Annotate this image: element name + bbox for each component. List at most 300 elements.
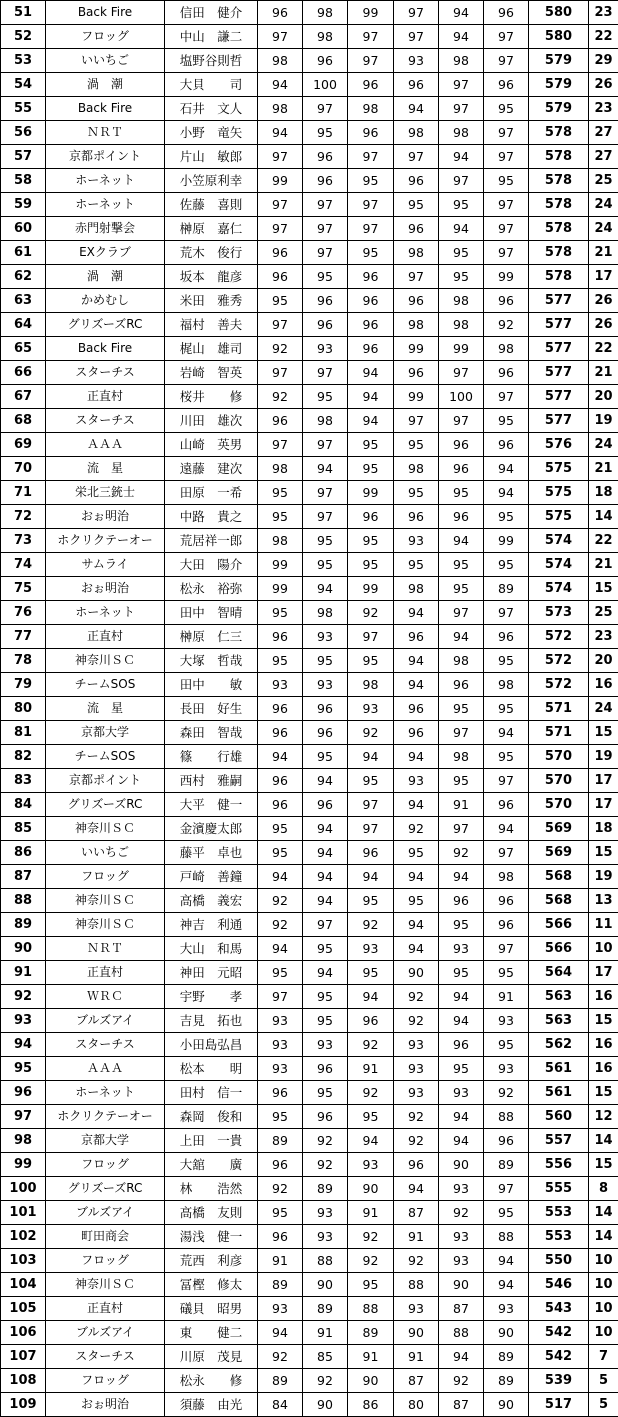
series-6-score-cell: 99	[484, 529, 529, 553]
series-1-score-cell: 92	[258, 385, 303, 409]
series-6-score-cell: 89	[484, 1369, 529, 1393]
series-4-score-cell: 93	[394, 49, 439, 73]
total-cell: 577	[529, 289, 589, 313]
name-cell: 佐藤 喜則	[165, 193, 258, 217]
rank-cell: 78	[1, 649, 46, 673]
table-row	[1, 1201, 618, 1225]
series-1-score-cell: 97	[258, 217, 303, 241]
series-5-score-cell: 87	[439, 1393, 484, 1417]
series-4-score-cell: 98	[394, 313, 439, 337]
series-6-score-cell: 98	[484, 673, 529, 697]
series-1-score-cell: 96	[258, 625, 303, 649]
series-3-score-cell: 95	[348, 529, 394, 553]
series-6-score-cell: 90	[484, 1321, 529, 1345]
rank-cell: 80	[1, 697, 46, 721]
series-6-score-cell: 91	[484, 985, 529, 1009]
table-row	[1, 793, 618, 817]
rank-cell: 85	[1, 817, 46, 841]
series-4-score-cell: 96	[394, 697, 439, 721]
series-2-score-cell: 98	[303, 25, 348, 49]
name-cell: 西村 雅嗣	[165, 769, 258, 793]
name-cell: 松本 明	[165, 1057, 258, 1081]
series-3-score-cell: 92	[348, 1225, 394, 1249]
club-cell: サムライ	[46, 553, 165, 577]
club-cell: 京都大学	[46, 1129, 165, 1153]
name-cell: 田中 智晴	[165, 601, 258, 625]
x-count-cell: 7	[589, 1345, 618, 1369]
series-1-score-cell: 94	[258, 745, 303, 769]
series-4-score-cell: 94	[394, 865, 439, 889]
table-row	[1, 49, 618, 73]
series-6-score-cell: 97	[484, 841, 529, 865]
series-6-score-cell: 95	[484, 697, 529, 721]
club-cell: 赤門射撃会	[46, 217, 165, 241]
series-5-score-cell: 96	[439, 1033, 484, 1057]
club-cell: ホーネット	[46, 601, 165, 625]
series-3-score-cell: 97	[348, 625, 394, 649]
rank-cell: 75	[1, 577, 46, 601]
x-count-cell: 23	[589, 97, 618, 121]
series-5-score-cell: 98	[439, 289, 484, 313]
total-cell: 577	[529, 409, 589, 433]
series-1-score-cell: 97	[258, 985, 303, 1009]
name-cell: 坂本 龍彦	[165, 265, 258, 289]
club-cell: ホクリクテーオー	[46, 529, 165, 553]
table-row	[1, 769, 618, 793]
series-5-score-cell: 93	[439, 1177, 484, 1201]
rank-cell: 107	[1, 1345, 46, 1369]
series-4-score-cell: 97	[394, 145, 439, 169]
series-1-score-cell: 94	[258, 937, 303, 961]
series-2-score-cell: 95	[303, 385, 348, 409]
series-6-score-cell: 96	[484, 913, 529, 937]
club-cell: ホーネット	[46, 193, 165, 217]
series-4-score-cell: 95	[394, 889, 439, 913]
x-count-cell: 18	[589, 481, 618, 505]
series-3-score-cell: 97	[348, 145, 394, 169]
total-cell: 570	[529, 745, 589, 769]
name-cell: 須藤 由光	[165, 1393, 258, 1417]
series-2-score-cell: 96	[303, 289, 348, 313]
series-4-score-cell: 94	[394, 97, 439, 121]
table-row	[1, 361, 618, 385]
x-count-cell: 21	[589, 457, 618, 481]
rank-cell: 89	[1, 913, 46, 937]
series-4-score-cell: 94	[394, 937, 439, 961]
rank-cell: 60	[1, 217, 46, 241]
series-1-score-cell: 95	[258, 505, 303, 529]
series-1-score-cell: 94	[258, 865, 303, 889]
total-cell: 578	[529, 265, 589, 289]
name-cell: 金濱慶太郎	[165, 817, 258, 841]
series-4-score-cell: 98	[394, 121, 439, 145]
series-6-score-cell: 88	[484, 1225, 529, 1249]
series-1-score-cell: 96	[258, 1153, 303, 1177]
series-4-score-cell: 92	[394, 817, 439, 841]
series-5-score-cell: 94	[439, 1129, 484, 1153]
x-count-cell: 14	[589, 505, 618, 529]
total-cell: 568	[529, 865, 589, 889]
series-4-score-cell: 94	[394, 745, 439, 769]
total-cell: 574	[529, 553, 589, 577]
table-row	[1, 529, 618, 553]
rank-cell: 103	[1, 1249, 46, 1273]
series-3-score-cell: 98	[348, 97, 394, 121]
total-cell: 566	[529, 937, 589, 961]
table-row	[1, 1, 618, 25]
series-2-score-cell: 96	[303, 1057, 348, 1081]
series-4-score-cell: 94	[394, 601, 439, 625]
total-cell: 577	[529, 385, 589, 409]
series-4-score-cell: 97	[394, 409, 439, 433]
table-row	[1, 889, 618, 913]
series-1-score-cell: 96	[258, 721, 303, 745]
series-6-score-cell: 97	[484, 769, 529, 793]
rank-cell: 52	[1, 25, 46, 49]
series-5-score-cell: 94	[439, 625, 484, 649]
series-2-score-cell: 97	[303, 913, 348, 937]
club-cell: フロッグ	[46, 1369, 165, 1393]
series-5-score-cell: 93	[439, 1225, 484, 1249]
series-6-score-cell: 92	[484, 1081, 529, 1105]
rank-cell: 104	[1, 1273, 46, 1297]
total-cell: 572	[529, 649, 589, 673]
series-5-score-cell: 95	[439, 1057, 484, 1081]
total-cell: 571	[529, 697, 589, 721]
rank-cell: 73	[1, 529, 46, 553]
series-3-score-cell: 96	[348, 121, 394, 145]
series-3-score-cell: 95	[348, 769, 394, 793]
rank-cell: 67	[1, 385, 46, 409]
total-cell: 517	[529, 1393, 589, 1417]
series-5-score-cell: 95	[439, 961, 484, 985]
x-count-cell: 27	[589, 145, 618, 169]
club-cell: ホクリクテーオー	[46, 1105, 165, 1129]
series-2-score-cell: 92	[303, 1369, 348, 1393]
rank-cell: 105	[1, 1297, 46, 1321]
table-row	[1, 937, 618, 961]
series-3-score-cell: 94	[348, 409, 394, 433]
table-row	[1, 337, 618, 361]
table-row	[1, 481, 618, 505]
series-1-score-cell: 98	[258, 457, 303, 481]
series-5-score-cell: 99	[439, 337, 484, 361]
rank-cell: 58	[1, 169, 46, 193]
series-4-score-cell: 93	[394, 769, 439, 793]
series-5-score-cell: 96	[439, 433, 484, 457]
series-3-score-cell: 96	[348, 73, 394, 97]
club-cell: 正直村	[46, 625, 165, 649]
name-cell: 高橋 友則	[165, 1201, 258, 1225]
series-2-score-cell: 95	[303, 1081, 348, 1105]
series-2-score-cell: 95	[303, 529, 348, 553]
total-cell: 569	[529, 841, 589, 865]
series-4-score-cell: 87	[394, 1369, 439, 1393]
name-cell: 大塚 哲哉	[165, 649, 258, 673]
x-count-cell: 22	[589, 25, 618, 49]
name-cell: 山崎 英男	[165, 433, 258, 457]
series-1-score-cell: 93	[258, 673, 303, 697]
rank-cell: 71	[1, 481, 46, 505]
rank-cell: 91	[1, 961, 46, 985]
series-2-score-cell: 94	[303, 841, 348, 865]
name-cell: 戸崎 善鐘	[165, 865, 258, 889]
table-row	[1, 505, 618, 529]
x-count-cell: 21	[589, 241, 618, 265]
series-4-score-cell: 99	[394, 385, 439, 409]
series-2-score-cell: 97	[303, 361, 348, 385]
total-cell: 561	[529, 1057, 589, 1081]
series-1-score-cell: 94	[258, 73, 303, 97]
series-2-score-cell: 93	[303, 673, 348, 697]
x-count-cell: 19	[589, 409, 618, 433]
series-1-score-cell: 92	[258, 889, 303, 913]
rank-cell: 97	[1, 1105, 46, 1129]
club-cell: グリズーズRC	[46, 793, 165, 817]
series-4-score-cell: 97	[394, 1, 439, 25]
name-cell: 田村 信一	[165, 1081, 258, 1105]
series-1-score-cell: 94	[258, 1321, 303, 1345]
name-cell: 大田 陽介	[165, 553, 258, 577]
series-1-score-cell: 89	[258, 1273, 303, 1297]
rank-cell: 87	[1, 865, 46, 889]
series-4-score-cell: 97	[394, 25, 439, 49]
rank-cell: 93	[1, 1009, 46, 1033]
series-2-score-cell: 95	[303, 985, 348, 1009]
table-row	[1, 1105, 618, 1129]
series-1-score-cell: 98	[258, 529, 303, 553]
table-row	[1, 865, 618, 889]
series-3-score-cell: 97	[348, 793, 394, 817]
series-4-score-cell: 94	[394, 793, 439, 817]
series-1-score-cell: 96	[258, 265, 303, 289]
series-1-score-cell: 97	[258, 433, 303, 457]
series-6-score-cell: 97	[484, 241, 529, 265]
total-cell: 575	[529, 481, 589, 505]
series-6-score-cell: 94	[484, 721, 529, 745]
series-6-score-cell: 97	[484, 601, 529, 625]
series-6-score-cell: 95	[484, 505, 529, 529]
series-1-score-cell: 96	[258, 1, 303, 25]
series-6-score-cell: 96	[484, 1, 529, 25]
series-5-score-cell: 96	[439, 673, 484, 697]
series-5-score-cell: 97	[439, 721, 484, 745]
series-6-score-cell: 97	[484, 49, 529, 73]
table-row	[1, 1369, 618, 1393]
series-4-score-cell: 80	[394, 1393, 439, 1417]
rank-cell: 81	[1, 721, 46, 745]
name-cell: 榊原 嘉仁	[165, 217, 258, 241]
series-2-score-cell: 93	[303, 337, 348, 361]
series-4-score-cell: 91	[394, 1225, 439, 1249]
club-cell: 京都ポイント	[46, 769, 165, 793]
series-6-score-cell: 94	[484, 1273, 529, 1297]
series-4-score-cell: 95	[394, 553, 439, 577]
series-6-score-cell: 95	[484, 409, 529, 433]
x-count-cell: 16	[589, 985, 618, 1009]
name-cell: 中路 貴之	[165, 505, 258, 529]
total-cell: 563	[529, 985, 589, 1009]
table-row	[1, 625, 618, 649]
name-cell: 大山 和馬	[165, 937, 258, 961]
series-1-score-cell: 96	[258, 1225, 303, 1249]
series-3-score-cell: 97	[348, 193, 394, 217]
table-row	[1, 97, 618, 121]
series-3-score-cell: 95	[348, 961, 394, 985]
series-1-score-cell: 95	[258, 649, 303, 673]
club-cell: 町田商会	[46, 1225, 165, 1249]
x-count-cell: 5	[589, 1369, 618, 1393]
series-6-score-cell: 98	[484, 337, 529, 361]
series-2-score-cell: 96	[303, 145, 348, 169]
table-row	[1, 1273, 618, 1297]
table-row	[1, 1297, 618, 1321]
name-cell: 東 健二	[165, 1321, 258, 1345]
club-cell: ＡＡＡ	[46, 433, 165, 457]
x-count-cell: 8	[589, 1177, 618, 1201]
table-row	[1, 385, 618, 409]
series-1-score-cell: 96	[258, 409, 303, 433]
name-cell: 榊原 仁三	[165, 625, 258, 649]
club-cell: フロッグ	[46, 865, 165, 889]
club-cell: EXクラブ	[46, 241, 165, 265]
series-1-score-cell: 95	[258, 289, 303, 313]
club-cell: Back Fire	[46, 1, 165, 25]
series-6-score-cell: 94	[484, 481, 529, 505]
rank-cell: 55	[1, 97, 46, 121]
series-6-score-cell: 89	[484, 1153, 529, 1177]
series-3-score-cell: 94	[348, 865, 394, 889]
table-row	[1, 841, 618, 865]
table-row	[1, 73, 618, 97]
name-cell: 松永 裕弥	[165, 577, 258, 601]
x-count-cell: 22	[589, 529, 618, 553]
x-count-cell: 24	[589, 697, 618, 721]
club-cell: 京都大学	[46, 721, 165, 745]
series-2-score-cell: 95	[303, 1009, 348, 1033]
series-6-score-cell: 96	[484, 1129, 529, 1153]
table-row	[1, 1393, 618, 1417]
table-row	[1, 577, 618, 601]
series-1-score-cell: 99	[258, 553, 303, 577]
series-6-score-cell: 96	[484, 73, 529, 97]
series-6-score-cell: 97	[484, 25, 529, 49]
table-row	[1, 1321, 618, 1345]
rank-cell: 96	[1, 1081, 46, 1105]
total-cell: 580	[529, 1, 589, 25]
series-5-score-cell: 95	[439, 553, 484, 577]
series-1-score-cell: 94	[258, 121, 303, 145]
name-cell: 田原 一希	[165, 481, 258, 505]
series-2-score-cell: 91	[303, 1321, 348, 1345]
series-4-score-cell: 92	[394, 985, 439, 1009]
club-cell: おぉ明治	[46, 505, 165, 529]
series-6-score-cell: 96	[484, 793, 529, 817]
name-cell: 小笠原利幸	[165, 169, 258, 193]
series-1-score-cell: 95	[258, 481, 303, 505]
name-cell: 藤平 卓也	[165, 841, 258, 865]
series-3-score-cell: 90	[348, 1369, 394, 1393]
total-cell: 580	[529, 25, 589, 49]
total-cell: 575	[529, 505, 589, 529]
total-cell: 572	[529, 625, 589, 649]
series-4-score-cell: 92	[394, 1129, 439, 1153]
table-row	[1, 1345, 618, 1369]
table-row	[1, 1153, 618, 1177]
x-count-cell: 25	[589, 601, 618, 625]
series-5-score-cell: 100	[439, 385, 484, 409]
series-5-score-cell: 97	[439, 97, 484, 121]
x-count-cell: 24	[589, 433, 618, 457]
name-cell: 石井 文人	[165, 97, 258, 121]
series-3-score-cell: 92	[348, 1033, 394, 1057]
series-1-score-cell: 89	[258, 1129, 303, 1153]
series-6-score-cell: 93	[484, 1009, 529, 1033]
name-cell: 小田島弘昌	[165, 1033, 258, 1057]
series-6-score-cell: 97	[484, 217, 529, 241]
total-cell: 577	[529, 361, 589, 385]
total-cell: 578	[529, 193, 589, 217]
rank-cell: 82	[1, 745, 46, 769]
rank-cell: 98	[1, 1129, 46, 1153]
series-3-score-cell: 95	[348, 1273, 394, 1297]
x-count-cell: 25	[589, 169, 618, 193]
total-cell: 539	[529, 1369, 589, 1393]
series-3-score-cell: 92	[348, 1249, 394, 1273]
series-5-score-cell: 94	[439, 217, 484, 241]
club-cell: フロッグ	[46, 1153, 165, 1177]
series-4-score-cell: 91	[394, 1345, 439, 1369]
club-cell: 神奈川ＳＣ	[46, 649, 165, 673]
series-3-score-cell: 97	[348, 49, 394, 73]
table-row	[1, 217, 618, 241]
rank-cell: 61	[1, 241, 46, 265]
series-5-score-cell: 94	[439, 1105, 484, 1129]
series-5-score-cell: 98	[439, 121, 484, 145]
series-2-score-cell: 89	[303, 1177, 348, 1201]
series-1-score-cell: 96	[258, 697, 303, 721]
rank-cell: 106	[1, 1321, 46, 1345]
series-5-score-cell: 98	[439, 649, 484, 673]
name-cell: 松永 修	[165, 1369, 258, 1393]
total-cell: 578	[529, 121, 589, 145]
series-2-score-cell: 97	[303, 241, 348, 265]
total-cell: 579	[529, 97, 589, 121]
name-cell: 米田 雅秀	[165, 289, 258, 313]
series-1-score-cell: 97	[258, 193, 303, 217]
name-cell: 宇野 孝	[165, 985, 258, 1009]
series-6-score-cell: 94	[484, 817, 529, 841]
series-3-score-cell: 92	[348, 1081, 394, 1105]
club-cell: いいちご	[46, 841, 165, 865]
series-3-score-cell: 92	[348, 913, 394, 937]
club-cell: ホーネット	[46, 169, 165, 193]
total-cell: 557	[529, 1129, 589, 1153]
series-1-score-cell: 97	[258, 25, 303, 49]
club-cell: 神奈川ＳＣ	[46, 913, 165, 937]
rank-cell: 99	[1, 1153, 46, 1177]
club-cell: 渦 潮	[46, 73, 165, 97]
table-row	[1, 409, 618, 433]
series-2-score-cell: 90	[303, 1273, 348, 1297]
series-2-score-cell: 97	[303, 193, 348, 217]
series-5-score-cell: 92	[439, 1201, 484, 1225]
table-row	[1, 553, 618, 577]
series-5-score-cell: 90	[439, 1153, 484, 1177]
rank-cell: 102	[1, 1225, 46, 1249]
total-cell: 543	[529, 1297, 589, 1321]
series-6-score-cell: 97	[484, 145, 529, 169]
